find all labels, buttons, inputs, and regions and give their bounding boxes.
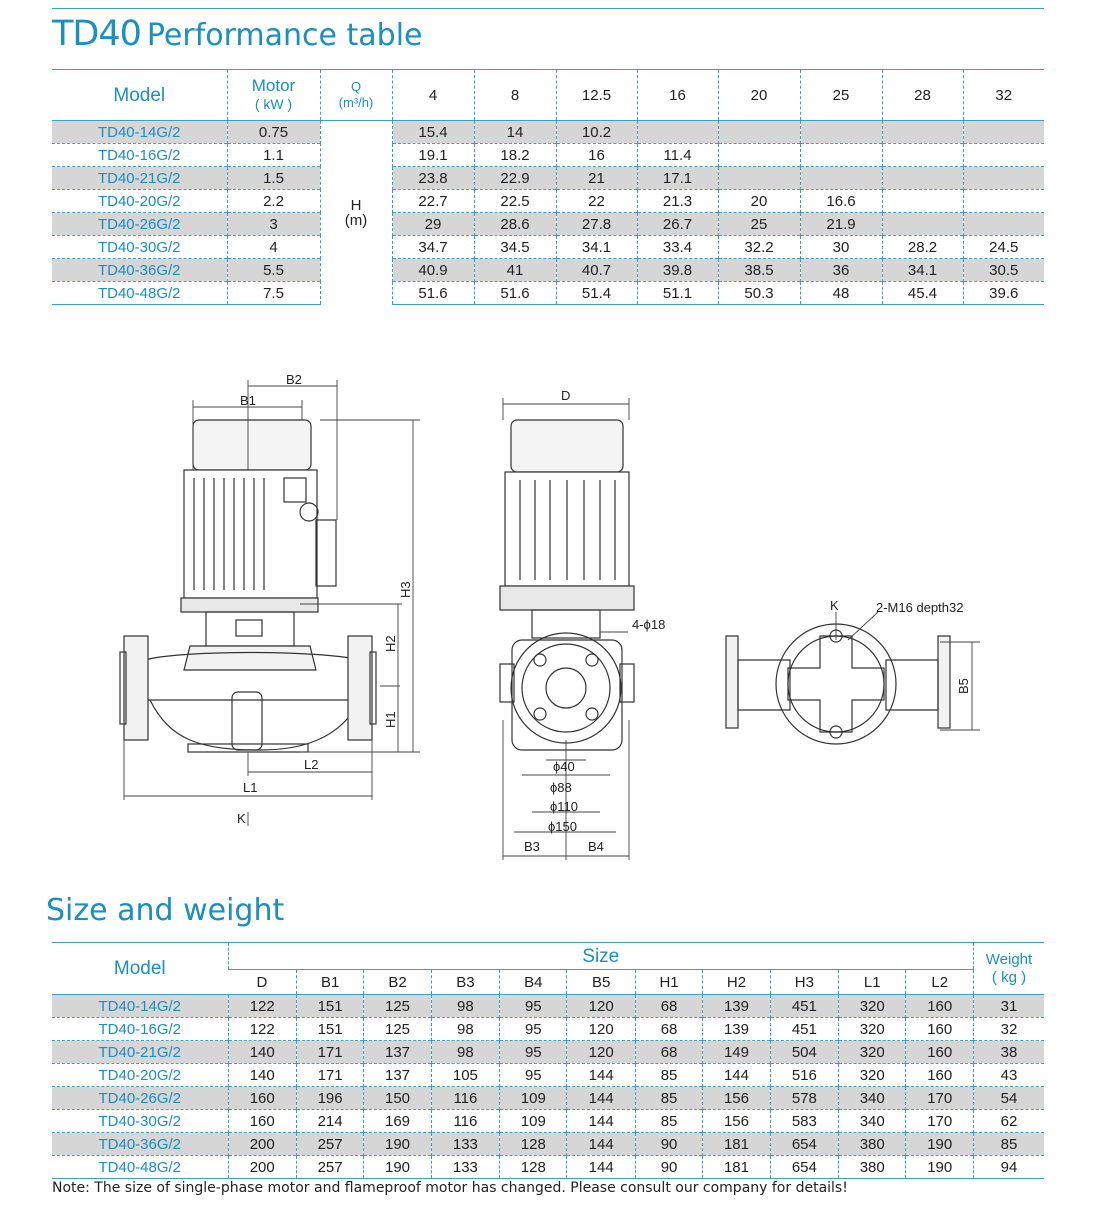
model-series: TD40 bbox=[52, 14, 141, 54]
head-value-cell: 34.1 bbox=[556, 236, 637, 259]
head-value-cell: 19.1 bbox=[392, 144, 474, 167]
size-column-header: D bbox=[228, 970, 296, 995]
dim-b3-label: B3 bbox=[524, 839, 540, 854]
motor-power-cell: 7.5 bbox=[227, 282, 320, 305]
dimension-cell: 320 bbox=[839, 995, 906, 1018]
head-value-cell: 22.7 bbox=[392, 190, 474, 213]
dimension-cell: 151 bbox=[296, 995, 363, 1018]
weight-cell: 85 bbox=[973, 1133, 1044, 1156]
flow-header-label: Q bbox=[350, 79, 362, 95]
model-cell: TD40-21G/2 bbox=[52, 167, 227, 190]
head-value-cell: 20 bbox=[718, 190, 800, 213]
dimension-cell: 160 bbox=[906, 1018, 974, 1041]
dimension-cell: 68 bbox=[635, 995, 702, 1018]
dim-l2-label: L2 bbox=[304, 757, 319, 772]
footnote: Note: The size of single-phase motor and flameproof motor has changed. Please consult our company for details! bbox=[52, 1180, 848, 1196]
size-column-header: L2 bbox=[906, 970, 974, 995]
head-value-cell: 34.1 bbox=[882, 259, 963, 282]
dimension-cell: 150 bbox=[364, 1087, 431, 1110]
dimension-cell: 144 bbox=[567, 1064, 635, 1087]
dia-40-label: ϕ40 bbox=[553, 759, 575, 774]
dimension-cell: 257 bbox=[296, 1156, 363, 1179]
dimension-cell: 160 bbox=[228, 1110, 296, 1133]
dia-150-label: ϕ150 bbox=[548, 819, 577, 834]
head-unit: (m) bbox=[344, 211, 368, 229]
head-value-cell: 38.5 bbox=[718, 259, 800, 282]
dimension-cell: 116 bbox=[431, 1087, 499, 1110]
dimension-cell: 516 bbox=[770, 1064, 838, 1087]
weight-cell: 62 bbox=[973, 1110, 1044, 1133]
dimension-cell: 98 bbox=[431, 1041, 499, 1064]
dimension-cell: 190 bbox=[906, 1156, 974, 1179]
motor-power-cell: 1.1 bbox=[227, 144, 320, 167]
dimension-cell: 122 bbox=[228, 995, 296, 1018]
motor-power-cell: 5.5 bbox=[227, 259, 320, 282]
model-cell: TD40-16G/2 bbox=[52, 144, 227, 167]
model-cell: TD40-16G/2 bbox=[52, 1018, 228, 1041]
dia-88-label: ϕ88 bbox=[550, 780, 572, 795]
dimension-cell: 214 bbox=[296, 1110, 363, 1133]
head-value-cell: 27.8 bbox=[556, 213, 637, 236]
dimension-cell: 654 bbox=[770, 1156, 838, 1179]
head-value-cell: 30 bbox=[800, 236, 882, 259]
model-cell: TD40-21G/2 bbox=[52, 1041, 228, 1064]
head-value-cell: 22.5 bbox=[474, 190, 556, 213]
head-value-cell: 24.5 bbox=[963, 236, 1044, 259]
head-value-cell: 11.4 bbox=[637, 144, 718, 167]
model-cell: TD40-48G/2 bbox=[52, 282, 227, 305]
dimension-cell: 95 bbox=[500, 1041, 567, 1064]
size-column-header: H3 bbox=[770, 970, 838, 995]
dimension-cell: 120 bbox=[567, 995, 635, 1018]
dimension-cell: 340 bbox=[839, 1087, 906, 1110]
dimension-cell: 451 bbox=[770, 1018, 838, 1041]
dimension-cell: 95 bbox=[500, 995, 567, 1018]
model-cell: TD40-48G/2 bbox=[52, 1156, 228, 1179]
dimension-cell: 137 bbox=[364, 1064, 431, 1087]
motor-header-unit: ( kW ) bbox=[254, 96, 293, 112]
dimension-cell: 85 bbox=[635, 1087, 702, 1110]
weight-header bbox=[973, 943, 1044, 995]
size-column-header: B3 bbox=[431, 970, 499, 995]
dimension-cell: 190 bbox=[364, 1156, 431, 1179]
size-column-header: B4 bbox=[500, 970, 567, 995]
head-value-cell: 39.6 bbox=[963, 282, 1044, 305]
size-row bbox=[52, 1110, 1044, 1133]
size-weight-table bbox=[52, 942, 1044, 1179]
head-value-cell: 15.4 bbox=[392, 121, 474, 144]
flow-value: 12.5 bbox=[556, 70, 637, 121]
head-value-cell: 50.3 bbox=[718, 282, 800, 305]
motor-power-cell: 4 bbox=[227, 236, 320, 259]
dimension-cell: 320 bbox=[839, 1041, 906, 1064]
head-value-cell: 45.4 bbox=[882, 282, 963, 305]
head-value-cell: 21 bbox=[556, 167, 637, 190]
dimension-cell: 144 bbox=[567, 1110, 635, 1133]
dimension-cell: 156 bbox=[703, 1110, 770, 1133]
dimension-cell: 109 bbox=[500, 1087, 567, 1110]
dimension-cell: 144 bbox=[703, 1064, 770, 1087]
size-row bbox=[52, 1156, 1044, 1179]
dimension-cell: 190 bbox=[906, 1133, 974, 1156]
dimension-cell: 181 bbox=[703, 1133, 770, 1156]
size-header: Size bbox=[228, 943, 973, 970]
head-value-cell: 29 bbox=[392, 213, 474, 236]
dimension-cell: 451 bbox=[770, 995, 838, 1018]
dimension-cell: 116 bbox=[431, 1110, 499, 1133]
dimension-cell: 160 bbox=[906, 1064, 974, 1087]
dim-b5-label: B5 bbox=[956, 678, 971, 694]
weight-cell: 31 bbox=[973, 995, 1044, 1018]
head-value-cell: 21.3 bbox=[637, 190, 718, 213]
size-column-header: B5 bbox=[567, 970, 635, 995]
dimension-cell: 68 bbox=[635, 1018, 702, 1041]
dimension-cell: 169 bbox=[364, 1110, 431, 1133]
section-k-top-label: K bbox=[830, 598, 839, 613]
size-column-header: B1 bbox=[296, 970, 363, 995]
size-header-row bbox=[52, 943, 1044, 970]
head-value-cell: 28.6 bbox=[474, 213, 556, 236]
head-value-cell: 40.7 bbox=[556, 259, 637, 282]
dimension-cell: 128 bbox=[500, 1133, 567, 1156]
head-value-cell: 51.4 bbox=[556, 282, 637, 305]
head-value-cell: 14 bbox=[474, 121, 556, 144]
dimension-cell: 196 bbox=[296, 1087, 363, 1110]
dimension-cell: 98 bbox=[431, 995, 499, 1018]
dimension-cell: 504 bbox=[770, 1041, 838, 1064]
head-value-cell: 33.4 bbox=[637, 236, 718, 259]
dimension-cell: 583 bbox=[770, 1110, 838, 1133]
model-cell: TD40-30G/2 bbox=[52, 1110, 228, 1133]
dimension-cell: 170 bbox=[906, 1110, 974, 1133]
head-value-cell: 41 bbox=[474, 259, 556, 282]
head-value-cell: 23.8 bbox=[392, 167, 474, 190]
dimension-cell: 149 bbox=[703, 1041, 770, 1064]
head-value-cell: 17.1 bbox=[637, 167, 718, 190]
head-value-cell: 34.7 bbox=[392, 236, 474, 259]
dim-b1-label: B1 bbox=[240, 393, 256, 408]
head-label: H bbox=[350, 196, 362, 214]
dimension-cell: 139 bbox=[703, 1018, 770, 1041]
dimension-cell: 90 bbox=[635, 1156, 702, 1179]
dimension-cell: 139 bbox=[703, 995, 770, 1018]
head-value-cell: 10.2 bbox=[556, 121, 637, 144]
dimension-cell: 125 bbox=[364, 1018, 431, 1041]
dimension-cell: 200 bbox=[228, 1156, 296, 1179]
flow-value: 32 bbox=[963, 70, 1044, 121]
model-cell: TD40-20G/2 bbox=[52, 190, 227, 213]
dimension-cell: 190 bbox=[364, 1133, 431, 1156]
dimension-cell: 654 bbox=[770, 1133, 838, 1156]
dimension-cell: 137 bbox=[364, 1041, 431, 1064]
size-weight-title: Size and weight bbox=[46, 893, 285, 928]
head-value-cell: 21.9 bbox=[800, 213, 882, 236]
dimension-cell: 85 bbox=[635, 1110, 702, 1133]
head-value-cell: 32.2 bbox=[718, 236, 800, 259]
flow-value: 28 bbox=[882, 70, 963, 121]
head-value-cell: 28.2 bbox=[882, 236, 963, 259]
dim-h3-label: H3 bbox=[398, 581, 413, 598]
model-cell: TD40-36G/2 bbox=[52, 259, 227, 282]
head-value-cell: 18.2 bbox=[474, 144, 556, 167]
dimension-cell: 156 bbox=[703, 1087, 770, 1110]
dimension-cell: 380 bbox=[839, 1133, 906, 1156]
dimension-cell: 160 bbox=[228, 1087, 296, 1110]
dimension-cell: 144 bbox=[567, 1156, 635, 1179]
head-value-cell: 30.5 bbox=[963, 259, 1044, 282]
dia-110-label: ϕ110 bbox=[550, 799, 579, 814]
weight-cell: 54 bbox=[973, 1087, 1044, 1110]
flow-value: 25 bbox=[800, 70, 882, 121]
weight-header-label: Weight bbox=[985, 951, 1033, 969]
dimension-cell: 380 bbox=[839, 1156, 906, 1179]
model-cell: TD40-26G/2 bbox=[52, 213, 227, 236]
dimension-cell: 98 bbox=[431, 1018, 499, 1041]
motor-power-cell: 3 bbox=[227, 213, 320, 236]
dimension-cell: 128 bbox=[500, 1156, 567, 1179]
head-value-cell: 51.1 bbox=[637, 282, 718, 305]
dimension-cell: 170 bbox=[906, 1087, 974, 1110]
dimension-cell: 320 bbox=[839, 1018, 906, 1041]
dimension-cell: 68 bbox=[635, 1041, 702, 1064]
dimension-cell: 320 bbox=[839, 1064, 906, 1087]
dimension-cell: 120 bbox=[567, 1041, 635, 1064]
head-value-cell: 48 bbox=[800, 282, 882, 305]
head-value-cell: 40.9 bbox=[392, 259, 474, 282]
dimension-cell: 133 bbox=[431, 1133, 499, 1156]
weight-cell: 38 bbox=[973, 1041, 1044, 1064]
dimension-cell: 120 bbox=[567, 1018, 635, 1041]
head-value-cell: 51.6 bbox=[474, 282, 556, 305]
size-row bbox=[52, 1133, 1044, 1156]
performance-title-text: Performance table bbox=[146, 18, 423, 53]
flow-value: 4 bbox=[392, 70, 474, 121]
model-cell: TD40-14G/2 bbox=[52, 995, 228, 1018]
dim-l1-label: L1 bbox=[243, 780, 258, 795]
dimension-cell: 122 bbox=[228, 1018, 296, 1041]
dimension-cell: 105 bbox=[431, 1064, 499, 1087]
motor-power-cell: 2.2 bbox=[227, 190, 320, 213]
dim-h2-label: H2 bbox=[383, 635, 398, 652]
head-value-cell: 51.6 bbox=[392, 282, 474, 305]
flow-header-unit: (m³/h) bbox=[338, 95, 374, 110]
side-view bbox=[500, 420, 634, 750]
size-column-header: H1 bbox=[635, 970, 702, 995]
top-view bbox=[726, 624, 950, 744]
weight-cell: 32 bbox=[973, 1018, 1044, 1041]
dimension-cell: 160 bbox=[906, 1041, 974, 1064]
dimension-cell: 140 bbox=[228, 1041, 296, 1064]
dimension-cell: 171 bbox=[296, 1041, 363, 1064]
thread-spec-label: 2-M16 depth32 bbox=[876, 600, 964, 615]
dim-b2-label: B2 bbox=[286, 372, 302, 387]
dimension-cell: 140 bbox=[228, 1064, 296, 1087]
dimension-cell: 109 bbox=[500, 1110, 567, 1133]
head-value-cell: 16.6 bbox=[800, 190, 882, 213]
motor-power-cell: 1.5 bbox=[227, 167, 320, 190]
dim-d-label: D bbox=[561, 388, 571, 403]
motor-header-label: Motor bbox=[251, 76, 296, 96]
dimension-cell: 340 bbox=[839, 1110, 906, 1133]
head-value-cell: 22.9 bbox=[474, 167, 556, 190]
size-row bbox=[52, 1087, 1044, 1110]
head-value-cell: 36 bbox=[800, 259, 882, 282]
dimension-cell: 133 bbox=[431, 1156, 499, 1179]
dimension-cell: 151 bbox=[296, 1018, 363, 1041]
head-value-cell: 26.7 bbox=[637, 213, 718, 236]
model-cell: TD40-14G/2 bbox=[52, 121, 227, 144]
section-k-label: K bbox=[237, 811, 246, 826]
dim-h1-label: H1 bbox=[383, 711, 398, 728]
dimension-cell: 144 bbox=[567, 1133, 635, 1156]
model-cell: TD40-26G/2 bbox=[52, 1087, 228, 1110]
dimension-cell: 95 bbox=[500, 1018, 567, 1041]
flow-value: 8 bbox=[474, 70, 556, 121]
dimension-cell: 95 bbox=[500, 1064, 567, 1087]
dimension-cell: 257 bbox=[296, 1133, 363, 1156]
head-value-cell: 34.5 bbox=[474, 236, 556, 259]
hole-spec-label: 4-ϕ18 bbox=[632, 617, 666, 632]
flow-value: 20 bbox=[718, 70, 800, 121]
size-row bbox=[52, 1018, 1044, 1041]
dimension-cell: 160 bbox=[906, 995, 974, 1018]
model-header: Model bbox=[52, 943, 228, 995]
model-header: Model bbox=[52, 70, 227, 121]
size-row bbox=[52, 1064, 1044, 1087]
dimension-cell: 90 bbox=[635, 1133, 702, 1156]
flow-value: 16 bbox=[637, 70, 718, 121]
weight-cell: 43 bbox=[973, 1064, 1044, 1087]
model-cell: TD40-30G/2 bbox=[52, 236, 227, 259]
head-value-cell: 39.8 bbox=[637, 259, 718, 282]
dimension-cell: 578 bbox=[770, 1087, 838, 1110]
head-value-cell: 16 bbox=[556, 144, 637, 167]
dimension-cell: 144 bbox=[567, 1087, 635, 1110]
weight-header-unit: ( kg ) bbox=[991, 968, 1027, 986]
dimension-cell: 85 bbox=[635, 1064, 702, 1087]
head-value-cell: 25 bbox=[718, 213, 800, 236]
motor-power-cell: 0.75 bbox=[227, 121, 320, 144]
dimension-cell: 125 bbox=[364, 995, 431, 1018]
size-row bbox=[52, 1041, 1044, 1064]
size-column-header: L1 bbox=[839, 970, 906, 995]
dimension-cell: 181 bbox=[703, 1156, 770, 1179]
size-column-header: B2 bbox=[364, 970, 431, 995]
size-row bbox=[52, 995, 1044, 1018]
dim-b4-label: B4 bbox=[588, 839, 604, 854]
head-value-cell: 22 bbox=[556, 190, 637, 213]
model-cell: TD40-20G/2 bbox=[52, 1064, 228, 1087]
model-cell: TD40-36G/2 bbox=[52, 1133, 228, 1156]
size-column-header: H2 bbox=[703, 970, 770, 995]
weight-cell: 94 bbox=[973, 1156, 1044, 1179]
dimension-cell: 171 bbox=[296, 1064, 363, 1087]
dimension-cell: 200 bbox=[228, 1133, 296, 1156]
